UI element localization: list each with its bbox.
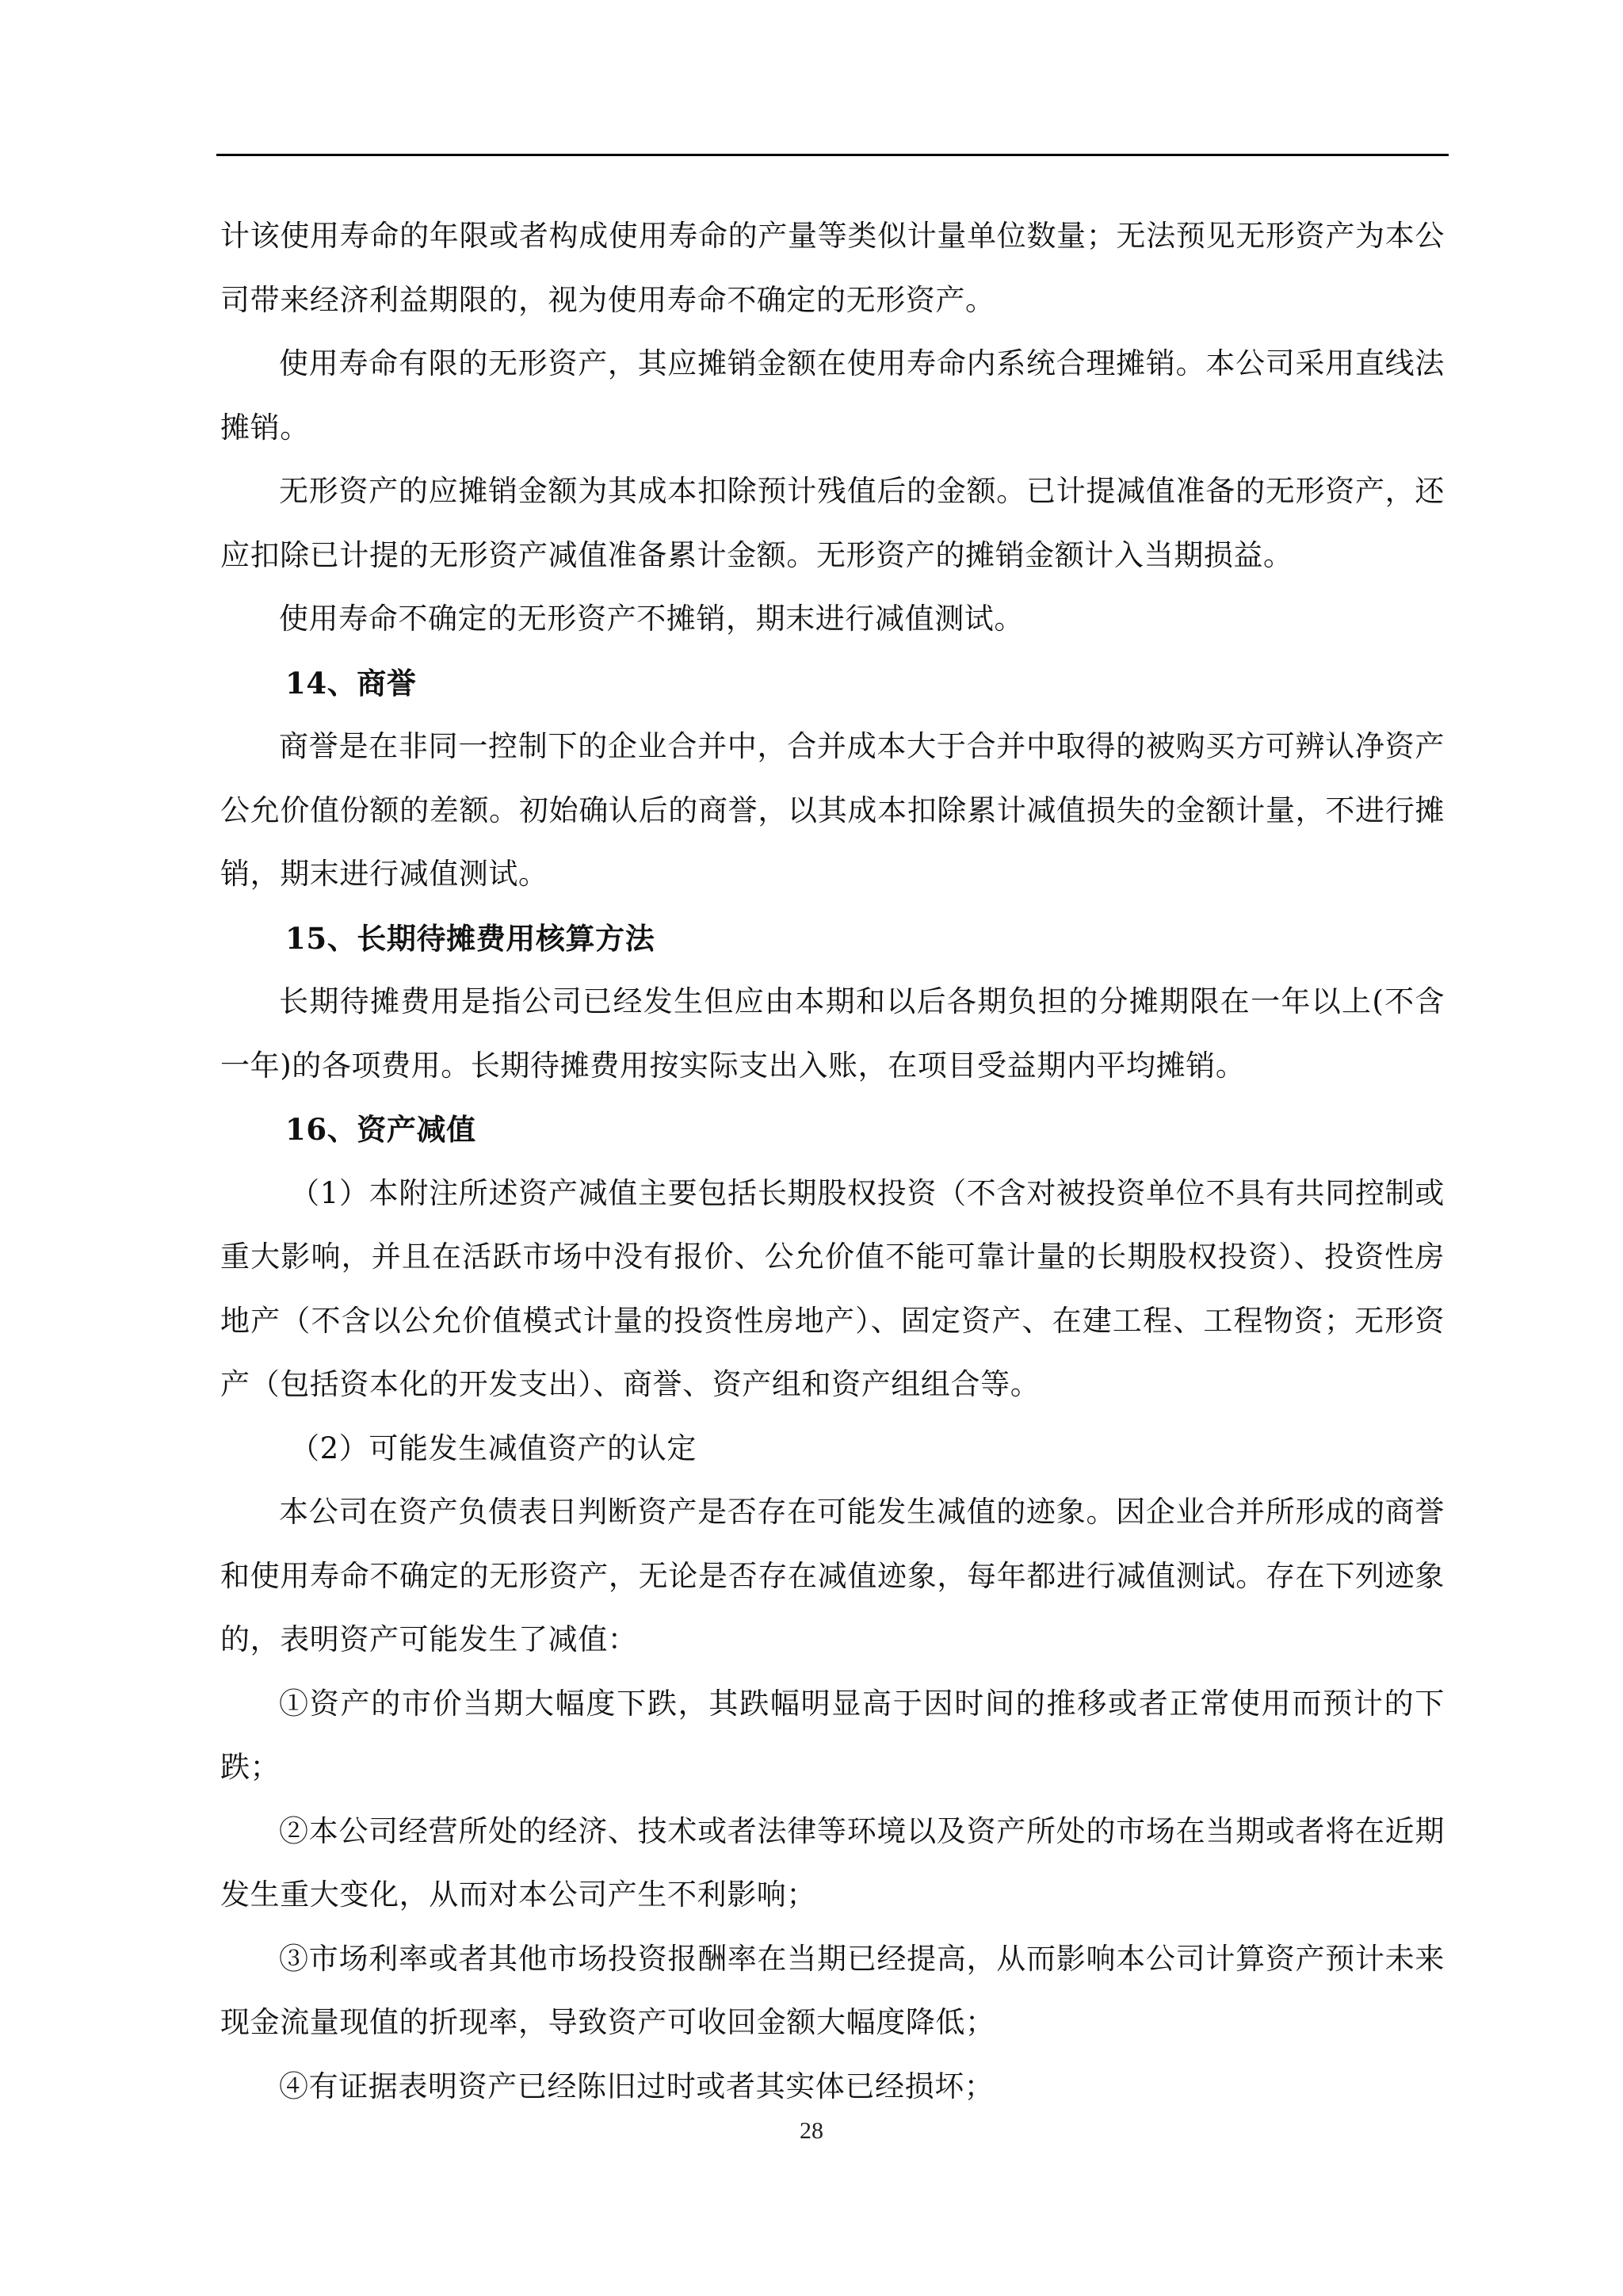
- paragraph-goodwill: 商誉是在非同一控制下的企业合并中，合并成本大于合并中取得的被购买方可辨认净资产公允价值份额的差额。初始确认后的商誉，以其成本扣除累计减值损失的金额计量，不进行摊销，期末进行减值测试。: [220, 729, 1445, 891]
- paragraph-impairment-indicators: 本公司在资产负债表日判断资产是否存在可能发生减值的迹象。因企业合并所形成的商誉和使用寿命不确定的无形资产，无论是否存在减值迹象，每年都进行减值测试。存在下列迹象的，表明资产可能发生了减值：: [220, 1495, 1445, 1656]
- header-rule: [216, 154, 1449, 156]
- subheading-impairment-identification: （2）可能发生减值资产的认定: [290, 1431, 697, 1465]
- paragraph-amortization-amount: 无形资产的应摊销金额为其成本扣除预计残值后的金额。已计提减值准备的无形资产，还应扣除已计提的无形资产减值准备累计金额。无形资产的摊销金额计入当期损益。: [220, 474, 1445, 572]
- section-heading-goodwill: 14、商誉: [285, 665, 417, 701]
- list-item-environment-change: ②本公司经营所处的经济、技术或者法律等环境以及资产所处的市场在当期或者将在近期发生重大变化，从而对本公司产生不利影响；: [220, 1813, 1445, 1912]
- document-body: [220, 204, 1445, 2118]
- paragraph-indefinite-life: 使用寿命不确定的无形资产不摊销，期末进行减值测试。: [279, 602, 1024, 636]
- paragraph-long-term-prepaid: 长期待摊费用是指公司已经发生但应由本期和以后各期负担的分摊期限在一年以上(不含一年)的各项费用。长期待摊费用按实际支出入账，在项目受益期内平均摊销。: [220, 984, 1445, 1083]
- section-heading-asset-impairment: 16、资产减值: [285, 1112, 476, 1147]
- paragraph-impairment-scope: （1）本附注所述资产减值主要包括长期股权投资（不含对被投资单位不具有共同控制或重大影响，并且在活跃市场中没有报价、公允价值不能可靠计量的长期股权投资）、投资性房地产（不含以公允价值模式计量的投资性房地产）、固定资产、在建工程、工程物资；无形资产（包括资本化的开发支出）、商誉、资产组和资产组组合等。: [220, 1175, 1445, 1401]
- list-item-interest-rate-increase: ③市场利率或者其他市场投资报酬率在当期已经提高，从而影响本公司计算资产预计未来现金流量现值的折现率，导致资产可收回金额大幅度降低；: [220, 1941, 1445, 2039]
- paragraph-intangible-life: 计该使用寿命的年限或者构成使用寿命的产量等类似计量单位数量；无法预见无形资产为本公司带来经济利益期限的，视为使用寿命不确定的无形资产。: [220, 219, 1445, 317]
- list-item-market-price-decline: ①资产的市价当期大幅度下跌，其跌幅明显高于因时间的推移或者正常使用而预计的下跌；: [220, 1686, 1445, 1784]
- page-number: 28: [800, 2118, 823, 2144]
- paragraph-finite-life-amortization: 使用寿命有限的无形资产，其应摊销金额在使用寿命内系统合理摊销。本公司采用直线法摊销。: [220, 346, 1445, 445]
- section-heading-long-term-prepaid: 15、长期待摊费用核算方法: [285, 920, 655, 956]
- list-item-obsolescence: ④有证据表明资产已经陈旧过时或者其实体已经损坏；: [279, 2069, 995, 2103]
